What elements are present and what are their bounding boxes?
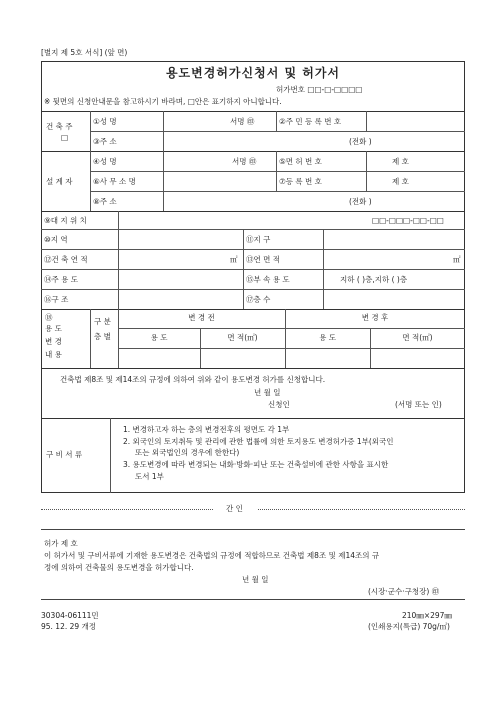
designer-license-number: 제 호 bbox=[392, 157, 409, 166]
application-date: 년 월 일 bbox=[254, 388, 281, 397]
after-change-header: 변 경 후 bbox=[361, 313, 389, 322]
change-section-label-2: 변 경 bbox=[45, 337, 62, 346]
application-statement: 건축법 제8조 및 제14조의 규정에 의하여 위와 같이 용도변경 허가를 신청합니다. bbox=[60, 375, 326, 384]
owner-sign: 서명 ㊞ bbox=[230, 117, 255, 126]
floor-label: 층 별 bbox=[94, 332, 111, 341]
accessory-use-floors: 지하 ( )층,지하 ( )층 bbox=[340, 275, 408, 284]
form-title: 용도변경허가신청서 및 허가서 bbox=[165, 66, 341, 80]
change-section-mark: ⑱ bbox=[45, 313, 53, 322]
designer-address-label: ⑧주 소 bbox=[93, 197, 117, 206]
designer-section-label: 설 계 자 bbox=[46, 177, 73, 186]
paper-type: (인쇄용지(특급) 70g/㎡) bbox=[368, 622, 450, 631]
owner-box: □ bbox=[61, 133, 69, 142]
owner-section-label: 건 축 주 bbox=[46, 122, 73, 131]
site-location-code: □□-□□□-□□-□□ bbox=[372, 216, 444, 225]
designer-registration-number: 제 호 bbox=[392, 177, 409, 186]
document-2-cont: 또는 외국법인의 경우에 한한다) bbox=[135, 448, 240, 457]
total-floor-area-label: ⑬연 면 적 bbox=[246, 255, 281, 264]
owner-phone: (전화 ) bbox=[349, 137, 372, 146]
form-code: 30304-06111민 bbox=[41, 611, 99, 620]
document-1: 1. 변경하고자 하는 층의 변경전후의 평면도 각 1부 bbox=[123, 425, 290, 434]
cut-line-label: 간 인 bbox=[226, 504, 243, 513]
structure-label: ⑯구 조 bbox=[44, 295, 69, 304]
category-label: 구 분 bbox=[94, 317, 111, 326]
permit-date: 년 월 일 bbox=[242, 575, 269, 584]
before-area-header: 면 적(㎡) bbox=[227, 333, 258, 342]
before-use-header: 용 도 bbox=[150, 333, 168, 342]
permit-number: 허가번호 □□-□-□□□□ bbox=[276, 85, 363, 94]
document-3: 3. 용도변경에 따라 변경되는 내화·방화·피난 또는 건축설비에 관한 사항을 표시한 bbox=[123, 460, 389, 469]
permit-text-line-2: 정에 의하여 건축물의 용도변경을 허가합니다. bbox=[44, 563, 194, 572]
after-area-header: 면 적(㎡) bbox=[402, 333, 433, 342]
district-label: ⑪지 구 bbox=[246, 235, 271, 244]
before-change-header: 변 경 전 bbox=[188, 313, 215, 322]
change-section-label-1: 용 도 bbox=[45, 324, 62, 333]
designer-registration-label: ⑦등 록 번 호 bbox=[279, 177, 322, 186]
form-label: [별지 제 5호 서식] (앞 면) bbox=[41, 48, 128, 57]
designer-name-label: ④성 명 bbox=[93, 157, 117, 166]
owner-name-label: ①성 명 bbox=[93, 117, 117, 126]
designer-phone: (전화 ) bbox=[349, 197, 372, 206]
change-section-label-3: 내 용 bbox=[45, 350, 62, 359]
region-label: ⑩지 역 bbox=[44, 235, 68, 244]
designer-license-label: ⑤면 허 번 호 bbox=[279, 157, 322, 166]
permit-issuer: (시장·군수·구청장) ㊞ bbox=[368, 587, 440, 596]
designer-sign: 서명 ㊞ bbox=[232, 157, 257, 166]
after-use-header: 용 도 bbox=[319, 333, 336, 342]
designer-office-label: ⑥사 무 소 명 bbox=[93, 177, 136, 186]
building-area-label: ⑫건 축 연 적 bbox=[44, 255, 88, 264]
site-location-label: ⑨대 지 위 치 bbox=[44, 216, 87, 225]
paper-size: 210㎜×297㎜ bbox=[402, 611, 452, 620]
applicant-label: 신청인 bbox=[268, 400, 290, 409]
total-floor-area-unit: ㎡ bbox=[453, 255, 461, 264]
revision-date: 95. 12. 29 개정 bbox=[41, 622, 97, 631]
notice-text: ※ 뒷면의 신청안내문을 참고하시기 바라며, □안은 표기하지 아니합니다. bbox=[44, 97, 282, 106]
owner-resident-number-label: ②주 민 등 록 번 호 bbox=[279, 117, 342, 126]
required-documents-label: 구 비 서 류 bbox=[46, 450, 83, 459]
applicant-sign: (서명 또는 인) bbox=[395, 400, 442, 409]
document-3-cont: 도서 1부 bbox=[135, 472, 164, 481]
permit-text-line-1: 이 허가서 및 구비서류에 기재한 용도변경은 건축법의 규정에 적합하므로 건축법 제8조 및 제14조의 규 bbox=[44, 551, 380, 560]
floor-count-label: ⑰층 수 bbox=[246, 295, 271, 304]
permit-number-line: 허가 제 호 bbox=[44, 539, 78, 548]
document-2: 2. 외국인의 토지취득 및 관리에 관한 법률에 의한 토지용도 변경허가증 1부(외국인 bbox=[123, 437, 394, 446]
owner-address-label: ③주 소 bbox=[93, 137, 117, 146]
main-use-label: ⑭주 용 도 bbox=[44, 275, 79, 284]
accessory-use-label: ⑮부 속 용 도 bbox=[246, 275, 290, 284]
building-area-unit: ㎡ bbox=[230, 255, 238, 264]
